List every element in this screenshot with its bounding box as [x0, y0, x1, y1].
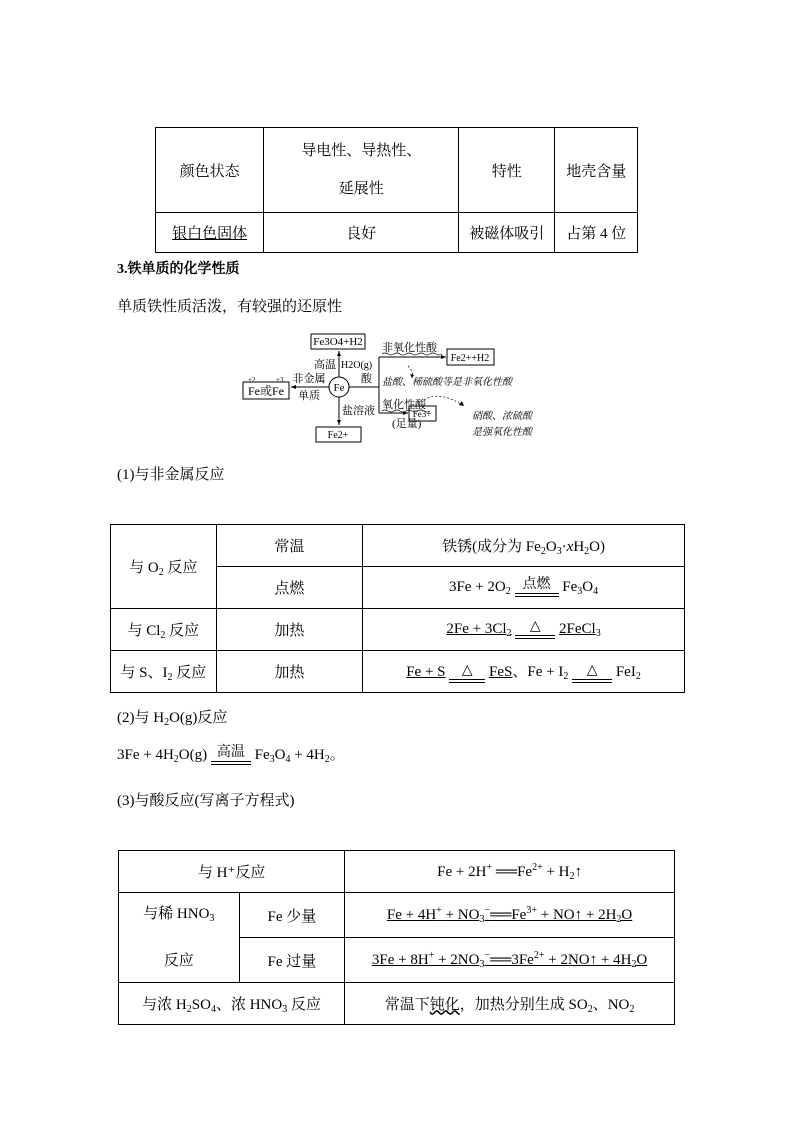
left-ox-2: +2 [248, 376, 256, 384]
cl2-cond: 加热 [216, 609, 362, 651]
o2-cond-1: 常温 [216, 525, 362, 567]
section-intro: 单质铁性质活泼，有较强的还原性 [117, 299, 343, 315]
more-eq: $3Fe + 8H^+ + 2NO_3^-══3Fe^{2+}$ + 2NO↑ + $4H_2O$ [345, 938, 675, 983]
top-box-label: Fe3O4+H2 [313, 336, 363, 348]
nonox-product-label: Fe2++H2 [450, 353, 490, 364]
header-crust-content: 地壳含量 [555, 128, 638, 213]
sub2-equation: $3Fe + 4H_2O(g)$ 高温 $Fe_3O_4 + 4H_2$。 [117, 745, 345, 765]
ox-acid-label: 氧化性酸 [382, 399, 426, 411]
sub1-title: (1)与非金属反应 [117, 467, 225, 483]
cell-crust-content: 占第 4 位 [555, 213, 638, 253]
salt-label: 盐溶液 [342, 405, 375, 417]
header-conductivity: 导电性、导热性、 延展性 [264, 128, 459, 213]
o2-label: 与 $O_2$ 反应 [111, 525, 217, 609]
h-label: 与 H⁺反应 [119, 851, 345, 893]
ox-product-label: Fe3+ [412, 409, 432, 419]
sub2-title: (2)与 $H_2O(g)$反应 [117, 710, 228, 728]
iron-reaction-diagram [236, 330, 566, 445]
zuliang-label: (足量) [392, 418, 422, 430]
fe-label: Fe [333, 382, 345, 394]
gaowen-label: 高温 [314, 359, 336, 371]
cl2-label: 与 $Cl_2$ 反应 [111, 609, 217, 651]
s-label: 与 S、$I_2$ 反应 [111, 651, 217, 693]
nonmetal-reaction-table [110, 524, 685, 693]
physical-properties-table [155, 127, 638, 253]
nonmetal-label-2: 单质 [298, 390, 320, 402]
more-label: Fe 过量 [239, 938, 345, 983]
s-cond: 加热 [216, 651, 362, 693]
sub3-title: (3)与酸反应(写离子方程式) [117, 793, 295, 809]
hno3-label: 与稀 $HNO_3$ 反应 [119, 893, 240, 983]
header-property: 特性 [459, 128, 555, 213]
nonox-acid-label: 非氧化性酸 [382, 342, 437, 354]
conc-text: 常温下钝化，加热分别生成 $SO_2$、$NO_2$ [345, 983, 675, 1025]
nonmetal-label-1: 非金属 [292, 373, 326, 385]
o2-eq-1: 铁锈(成分为 $Fe_2O_3\cdot xH_2O$) [363, 525, 685, 567]
ox-note-2: 是强氧化性酸 [472, 427, 532, 438]
header-color-state: 颜色状态 [156, 128, 264, 213]
h2o-label: H2O(g) [341, 360, 373, 371]
o2-cond-2: 点燃 [216, 567, 362, 609]
left-ox-3: +3 [276, 376, 284, 384]
acid-reaction-table [118, 850, 675, 1025]
less-eq: $Fe + 4H^+ + NO_3^-══Fe^{3+}$ + NO↑ + $2H_2O$ [345, 893, 675, 938]
cell-conductivity: 良好 [264, 213, 459, 253]
o2-eq-2: $3Fe + 2O_2$ 点燃 $Fe_3O_4$ [363, 567, 685, 609]
bottom-box-label: Fe2+ [327, 430, 349, 441]
h-eq: Fe + 2H+ $══Fe^{2+}$ + $H_2↑$ [345, 851, 675, 893]
conc-label: 与浓 $H_2SO_4$、浓 $HNO_3$ 反应 [119, 983, 345, 1025]
s-eq: Fe + S △ FeS、$Fe + I_2$ △ FeI$_2$ [363, 651, 685, 693]
nonox-note: 盐酸、稀硫酸等是非氧化性酸 [382, 377, 512, 388]
less-label: Fe 少量 [239, 893, 345, 938]
cell-property: 被磁体吸引 [459, 213, 555, 253]
left-box-label: Fe或Fe [247, 384, 285, 398]
acid-label: 酸 [361, 373, 372, 385]
ox-note-1: 硝酸、浓硫酸 [472, 411, 532, 422]
cl2-eq: $2Fe + 3Cl_2$ △ 2FeCl$_3$ [363, 609, 685, 651]
section-title: 3.铁单质的化学性质 [117, 262, 240, 277]
cell-color-state: 银白色固体 [156, 213, 264, 253]
